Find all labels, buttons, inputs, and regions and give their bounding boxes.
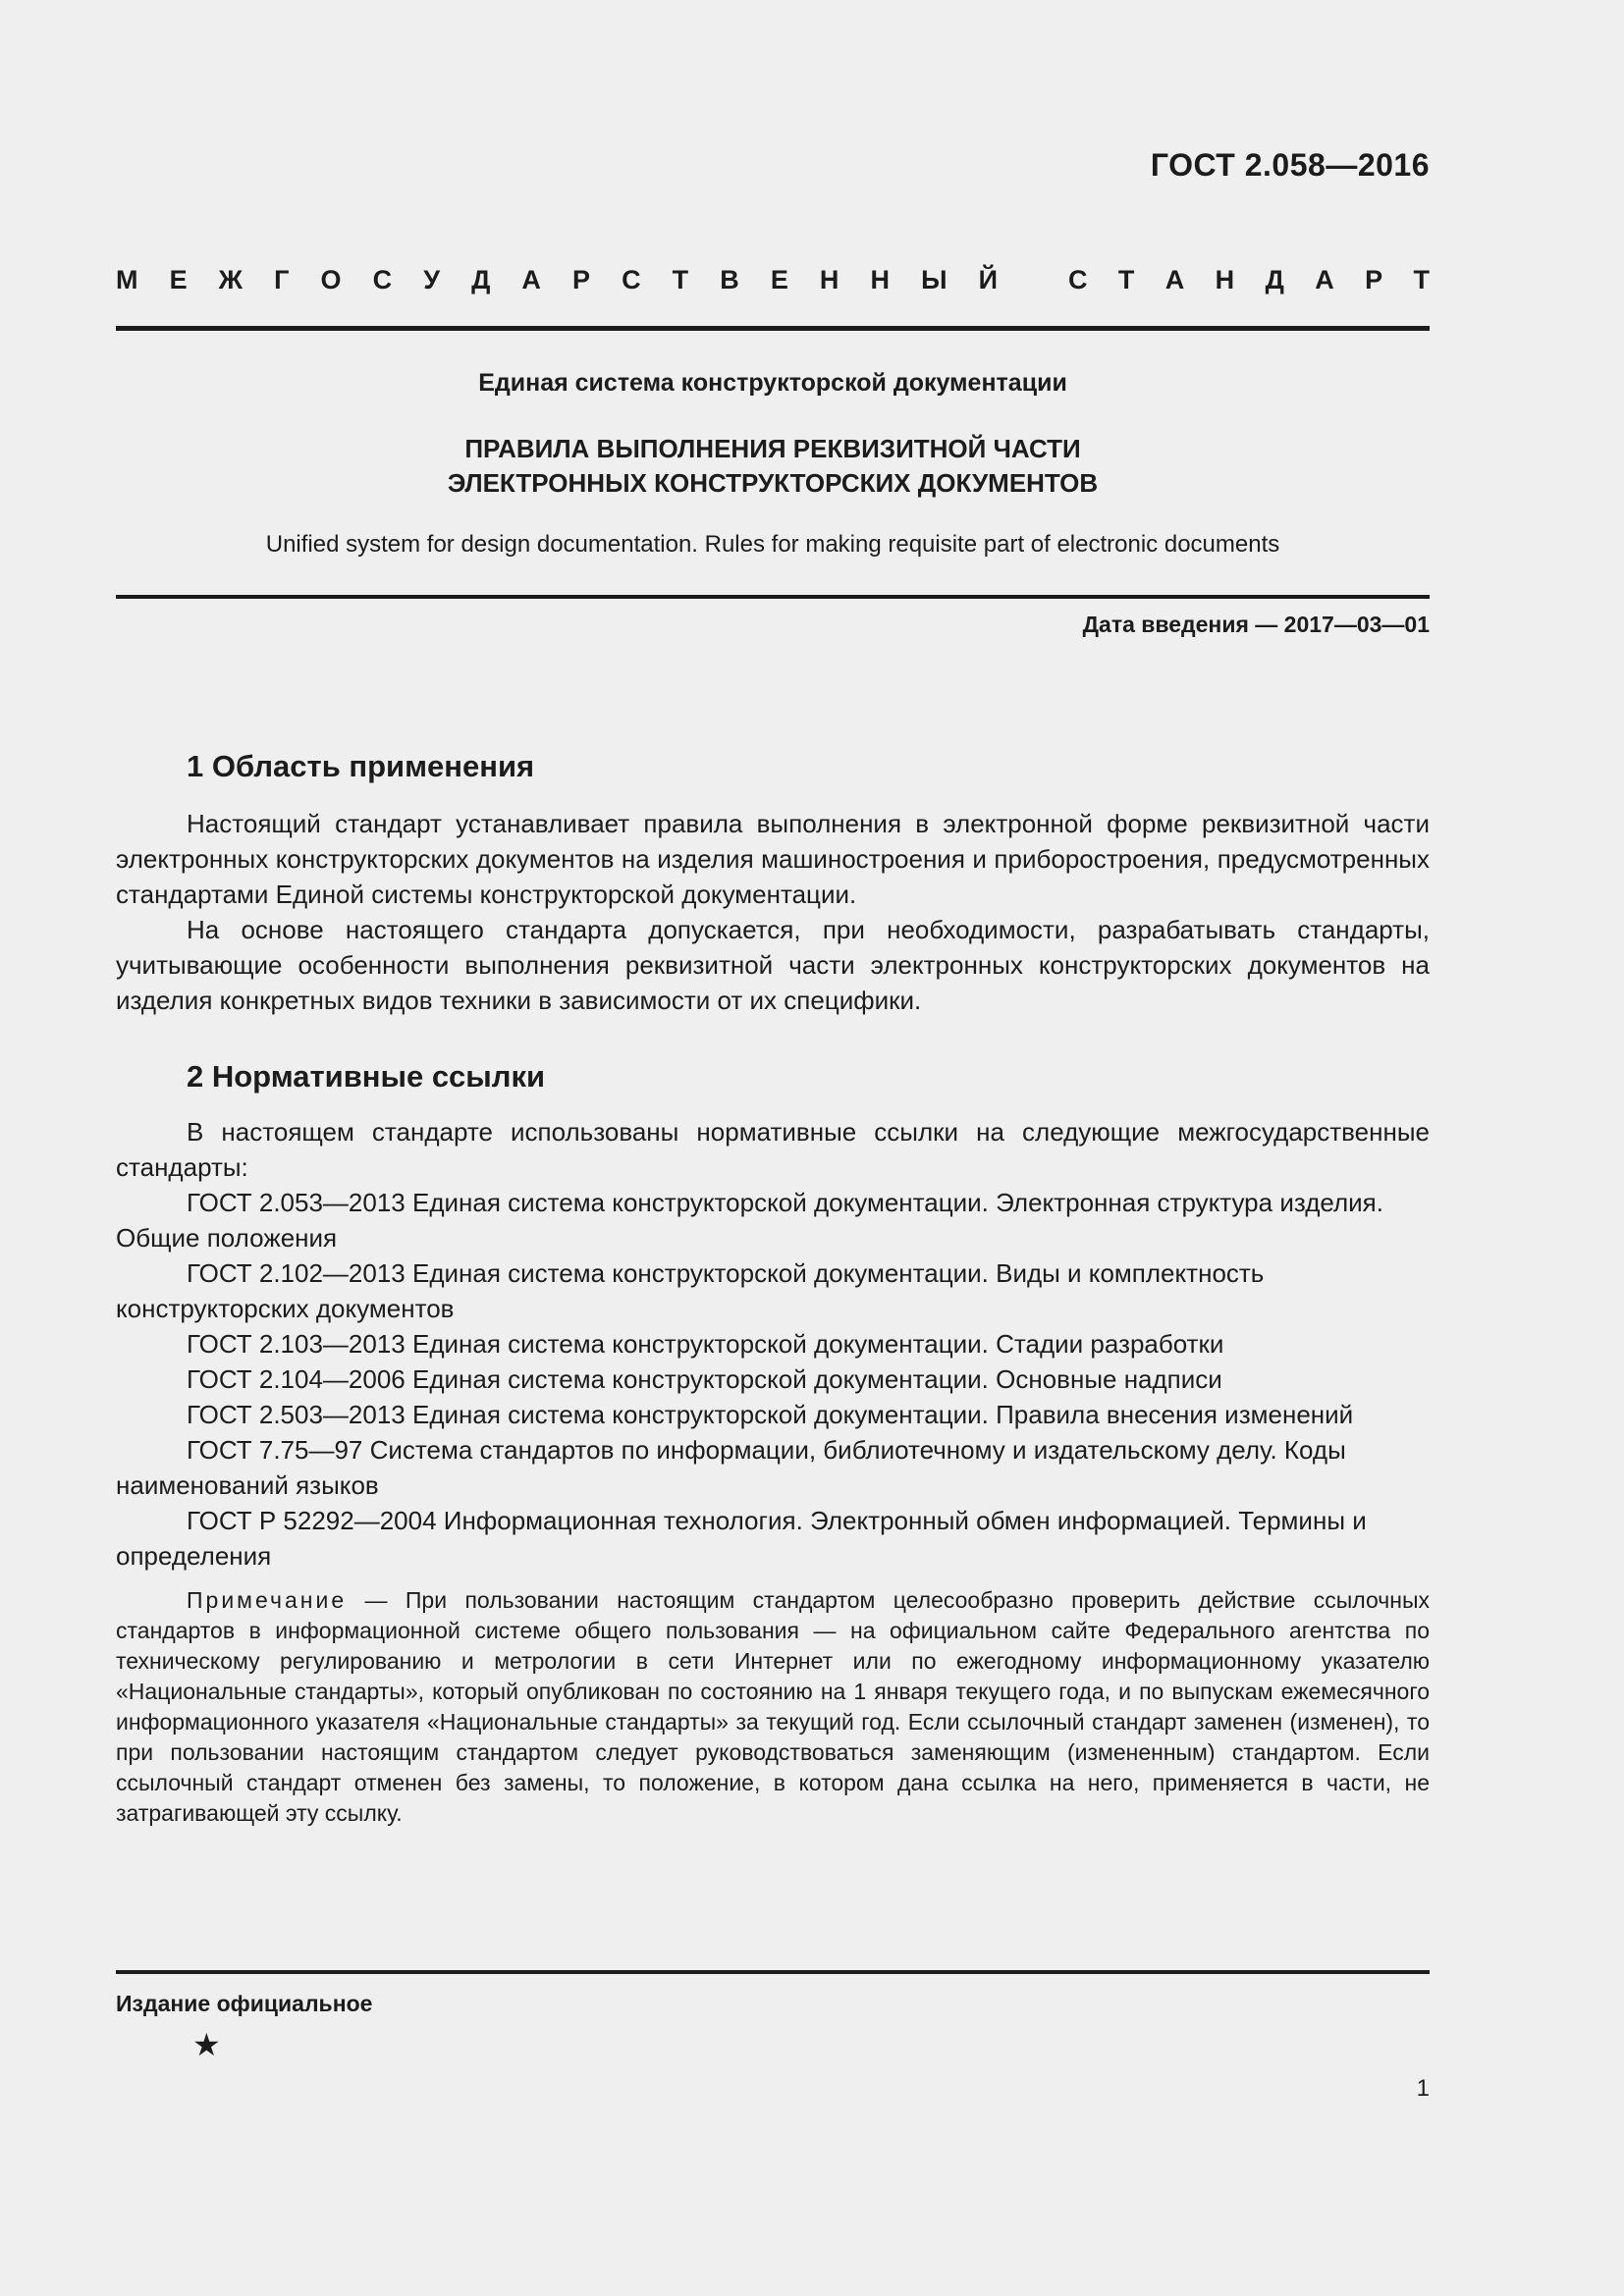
category-letter: С [622, 265, 641, 294]
title-line-2: ЭЛЕКТРОННЫХ КОНСТРУКТОРСКИХ ДОКУМЕНТОВ [447, 468, 1099, 498]
document-title [116, 432, 1430, 501]
category-letter: А [1315, 265, 1334, 294]
reference-item: ГОСТ 2.053—2013 Единая система конструкторской документации. Электронная структура изделия. Общие положения [116, 1188, 1383, 1253]
category-letter: Р [572, 265, 591, 294]
footer-rule [116, 1970, 1430, 1974]
note-text: — При пользовании настоящим стандартом целесообразно проверить действие ссылочных стандартов в информационной системе общего пользования — на официальном сайте Федерального агентства по техническому регулированию и метрологии в сети Интернет или по ежегодному информационному указателю «Национальные стандарты», который опубликован по состоянию на 1 января текущего года, и по выпускам ежемесячного информационного указателя «Национальные стандарты» за текущий год. Если ссылочный стандарт заменен (изменен), то при пользовании настоящим стандартом следует руководствоваться заменяющим (измененным) стандартом. Если ссылочный стандарт отменен без замены, то положение, в котором дана ссылка на него, применяется в части, не затрагивающей эту ссылку. [116, 1587, 1430, 1826]
category-letter: Й [978, 265, 998, 294]
official-edition-label: Издание официальное [116, 1991, 373, 2016]
category-letter: Т [1413, 265, 1430, 294]
category-letter: Г [274, 265, 290, 294]
system-title: Единая система конструкторской документации [478, 369, 1067, 397]
section-1-paragraph: На основе настоящего стандарта допускается, при необходимости, разрабатывать стандарты, учитывающие особенности выполнения реквизитной части электронных конструкторских документов на изделия конкретных видов техники в зависимости от их специфики. [116, 915, 1430, 1015]
standard-category [116, 265, 1430, 295]
reference-item: ГОСТ 2.104—2006 Единая система конструкторской документации. Основные надписи [187, 1364, 1222, 1394]
category-letter: Т [672, 265, 689, 294]
reference-item: ГОСТ 2.103—2013 Единая система конструкторской документации. Стадии разработки [187, 1329, 1224, 1359]
category-letter: Н [819, 265, 839, 294]
category-letter: М [116, 265, 138, 294]
document-page [116, 0, 1430, 2296]
note-label: Примечание [187, 1587, 348, 1613]
category-letter: А [521, 265, 541, 294]
category-letter: О [320, 265, 342, 294]
note [116, 1585, 1430, 1829]
section-2-intro: В настоящем стандарте использованы нормативные ссылки на следующие межгосударственные стандарты: [116, 1117, 1430, 1182]
star-icon: ★ [192, 2027, 221, 2062]
category-letter: Д [1265, 265, 1284, 294]
reference-item: ГОСТ 7.75—97 Система стандартов по информации, библиотечному и издательскому делу. Коды наименований языков [116, 1435, 1346, 1500]
title-rule [116, 595, 1430, 599]
reference-item: ГОСТ 2.102—2013 Единая система конструкторской документации. Виды и комплектность конструкторских документов [116, 1258, 1265, 1323]
category-letter: Т [1117, 265, 1135, 294]
category-letter: Н [870, 265, 890, 294]
category-letter: Ы [921, 265, 947, 294]
reference-item: ГОСТ Р 52292—2004 Информационная технология. Электронный обмен информацией. Термины и определения [116, 1506, 1367, 1571]
body-text [116, 743, 1430, 1829]
category-letter: Ж [218, 265, 244, 294]
category-word-1 [116, 265, 998, 295]
category-letter: А [1164, 265, 1185, 294]
section-1-heading: 1 Область применения [187, 749, 535, 783]
category-letter: Н [1215, 265, 1235, 294]
standard-code: ГОСТ 2.058—2016 [1150, 147, 1430, 183]
category-letter: С [372, 265, 393, 294]
title-line-1: ПРАВИЛА ВЫПОЛНЕНИЯ РЕКВИЗИТНОЙ ЧАСТИ [464, 434, 1081, 463]
category-letter: С [1068, 265, 1088, 294]
top-rule [116, 326, 1430, 331]
introduction-date: Дата введения — 2017—03—01 [1082, 612, 1430, 637]
section-1-paragraph: Настоящий стандарт устанавливает правила выполнения в электронной форме реквизитной части электронных конструкторских документов на изделия машиностроения и приборостроения, предусмотренных стандартами Единой системы конструкторской документации. [116, 809, 1430, 909]
category-letter: В [720, 265, 739, 294]
category-letter: Д [471, 265, 491, 294]
category-letter: Р [1365, 265, 1383, 294]
category-letter: Е [770, 265, 788, 294]
category-word-2 [1068, 265, 1430, 295]
section-2-heading: 2 Нормативные ссылки [187, 1059, 546, 1094]
category-letter: Е [169, 265, 188, 294]
reference-item: ГОСТ 2.503—2013 Единая система конструкторской документации. Правила внесения изменений [187, 1400, 1354, 1429]
english-title: Unified system for design documentation. Rules for making requisite part of electronic documents [265, 531, 1280, 558]
page-number: 1 [1416, 2075, 1430, 2102]
category-letter: У [423, 265, 441, 294]
